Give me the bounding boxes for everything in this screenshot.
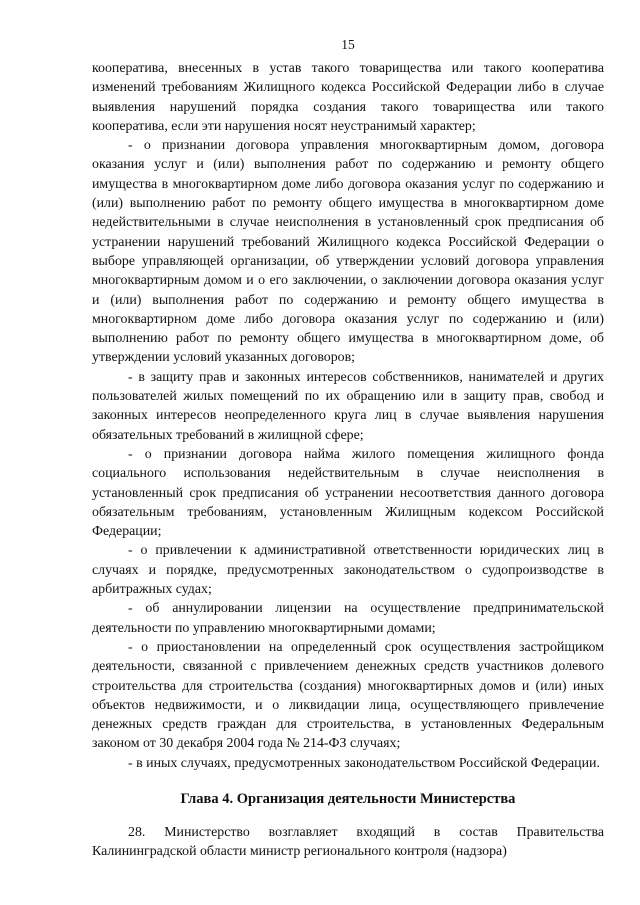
list-item-lease-contract: - о признании договора найма жилого помещения жилищного фонда социального использования недействительным в случае неисполнения в установленный срок предписания об устранении несоответствия данного договора обязательным требованиям, установленным Жилищным кодексом Российской Федерации;: [92, 446, 604, 540]
list-item-other-cases: - в иных случаях, предусмотренных законодательством Российской Федерации.: [128, 755, 600, 771]
paragraph-28: 28. Министерство возглавляет входящий в состав Правительства Калининградской области министр регионального контроля (надзора): [92, 824, 604, 860]
chapter-title: Глава 4. Организация деятельности Министерства: [180, 790, 516, 807]
list-item-license-annulment: - об аннулировании лицензии на осуществление предпринимательской деятельности по управлению многоквартирными домами;: [92, 601, 604, 636]
list-item-developer-suspension: - о приостановлении на определенный срок осуществления застройщиком деятельности, связанной с привлечением денежных средств участников долевого строительства для строительства (создания) многоквартирных домов и (или) иных объектов недвижимости, и о ликвидации лица, осуществляющего привлечение денежных средств граждан для строительства, в установленных Федеральным законом от 30 декабря 2004 года № 214-ФЗ случаях;: [92, 639, 604, 752]
page-number: 15: [341, 37, 355, 52]
list-item-rights-protection: - в защиту прав и законных интересов собственников, нанимателей и других пользователей жилых помещений по их обращению или в защиту прав, свобод и законных интересов неопределенного круга лиц в случае выявления нарушения обязательных требований в жилищной сфере;: [92, 369, 604, 443]
list-item-management-contract: - о признании договора управления многоквартирным домом, договора оказания услуг и (или) выполнения работ по содержанию и ремонту общего имущества в многоквартирном доме либо договора оказания услуг по содержанию и (или) выполнению работ по ремонту общего имущества в многоквартирном доме недействительными в случае неисполнения в установленный срок предписания об устранении нарушений требований Жилищного кодекса Российской Федерации о выборе управляющей организации, об утверждении условий договора управления многоквартирным домом и о его заключении, о заключении договора оказания услуг и (или) выполнения работ по содержанию и ремонту общего имущества в многоквартирном доме либо договора оказания услуг по содержанию и (или) выполнению работ по ремонту общего имущества в многоквартирном доме, об утверждении условий указанных договоров;: [92, 138, 604, 366]
paragraph-continuation: кооператива, внесенных в устав такого товарищества или такого кооператива изменений требованиям Жилищного кодекса Российской Федерации либо в случае выявления нарушений порядка создания такого товарищества или такого кооператива, если эти нарушения носят неустранимый характер;: [92, 61, 604, 134]
document-page: [92, 36, 604, 862]
list-item-administrative-liability: - о привлечении к административной ответственности юридических лиц в случаях и порядке, предусмотренных законодательством о судопроизводстве в арбитражных судах;: [92, 543, 604, 598]
